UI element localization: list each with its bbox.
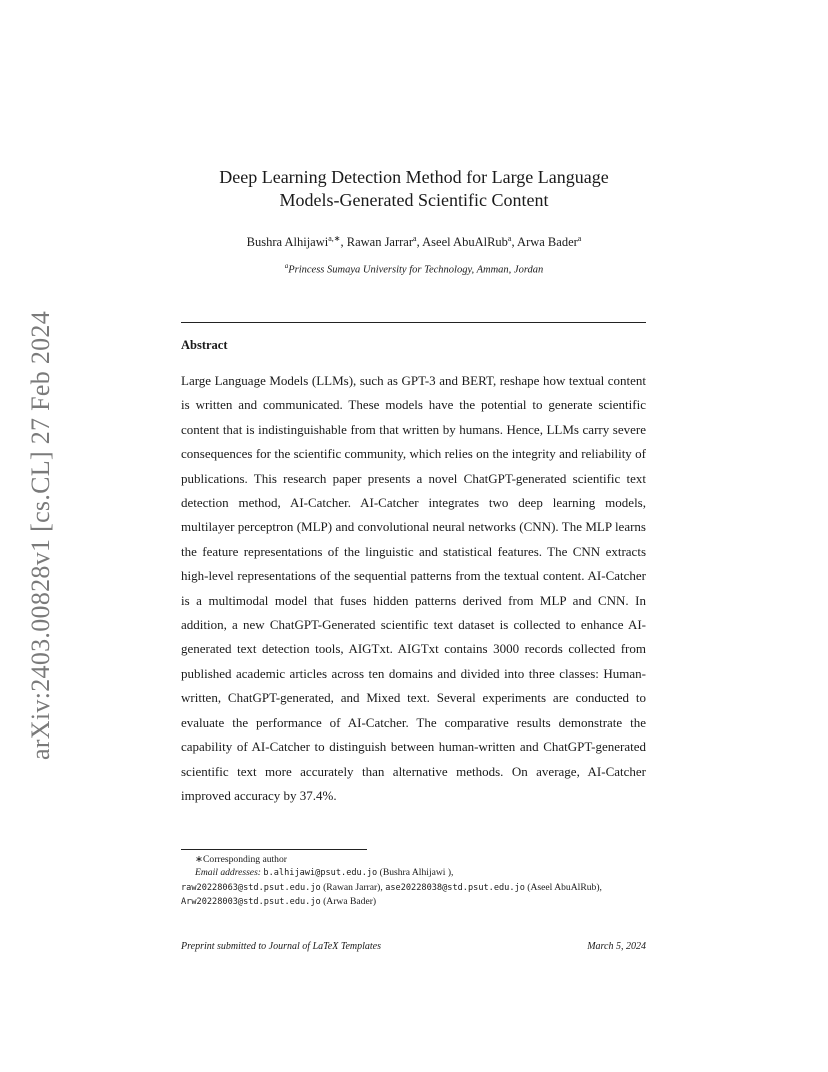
arxiv-identifier: arXiv:2403.00828v1 [cs.CL] 27 Feb 2024 <box>26 310 55 760</box>
footer-date: March 5, 2024 <box>587 941 646 952</box>
author-list: Bushra Alhijawi$^{a,∗}$, Rawan Jarrar$^a$, Aseel AbuAlRub$^a$, Arwa Bader$^a$ <box>246 234 582 250</box>
corresponding-author-note: ∗Corresponding author <box>195 854 287 865</box>
email-owner: (Arwa Bader) <box>323 896 377 908</box>
author-name: Arwa Bader <box>517 235 578 250</box>
title-line-1: Deep Learning Detection Method for Large Language <box>219 167 609 187</box>
email-link[interactable]: ase20228038@std.psut.edu.jo <box>385 882 525 893</box>
author-name: Rawan Jarrar <box>346 235 414 250</box>
email-link[interactable]: b.alhijawi@psut.edu.jo <box>263 868 378 879</box>
footnote-rule <box>181 849 367 850</box>
affiliation <box>150 262 678 276</box>
affiliation-text: Princess Sumaya University for Technology, Amman, Jordan <box>288 264 544 276</box>
author-affiliation-mark: a <box>577 234 582 243</box>
abstract-heading: Abstract <box>181 338 228 352</box>
email-owner: (Bushra Alhijawi ), <box>379 867 454 879</box>
email-link[interactable]: raw20228063@std.psut.edu.jo <box>181 882 321 893</box>
author-affiliation-mark: a <box>413 234 417 243</box>
page-footer <box>181 941 646 952</box>
author-affiliation-mark: a,∗ <box>328 234 341 243</box>
title-line-2: Models-Generated Scientific Content <box>279 190 549 210</box>
footnote <box>181 853 646 910</box>
email-owner: (Rawan Jarrar), <box>323 881 383 893</box>
abstract-top-rule <box>181 322 646 323</box>
abstract-text: Large Language Models (LLMs), such as GPT-3 and BERT, reshape how textual content is written and communicated. These models have the potential to generate scientific content that is indistinguishable from that written by humans. Hence, LLMs carry severe consequences for the scientific community, which relies on the integrity and reliability of publications. This research paper presents a novel ChatGPT-generated scientific text detection method, AI-Catcher. AI-Catcher integrates two deep learning models, multilayer perceptron (MLP) and convolutional neural networks (CNN). The MLP learns the feature representations of the linguistic and statistical features. The CNN extracts high-level representations of the sequential patterns from the textual content. AI-Catcher is a multimodal model that fuses hidden patterns derived from MLP and CNN. In addition, a new ChatGPT-Generated scientific text dataset is collected to enhance AI-generated text detection tools, AIGTxt. AIGTxt contains 3000 records collected from published academic articles across ten domains and divided into three classes: Human-written, ChatGPT-generated, and Mixed text. Several experiments are conducted to evaluate the performance of AI-Catcher. The comparative results demonstrate the capability of AI-Catcher to distinguish between human-written and ChatGPT-generated scientific text more accurately than alternative methods. On average, AI-Catcher improved accuracy by 37.4%. <box>181 373 646 803</box>
email-link[interactable]: Arw20228003@std.psut.edu.jo <box>181 897 321 908</box>
email-addresses <box>181 866 646 880</box>
email-owner: (Aseel AbuAlRub), <box>527 881 602 893</box>
author-affiliation-mark: a <box>507 234 512 243</box>
paper-title <box>150 166 678 212</box>
email-label: Email addresses: <box>195 867 261 879</box>
preprint-note: Preprint submitted to Journal of LaTeX Templates <box>181 941 382 952</box>
author-name: Aseel AbuAlRub <box>422 235 508 250</box>
email-addresses-continued <box>181 881 646 910</box>
affiliation-mark: a <box>284 262 289 270</box>
author-name: Bushra Alhijawi <box>246 235 329 250</box>
